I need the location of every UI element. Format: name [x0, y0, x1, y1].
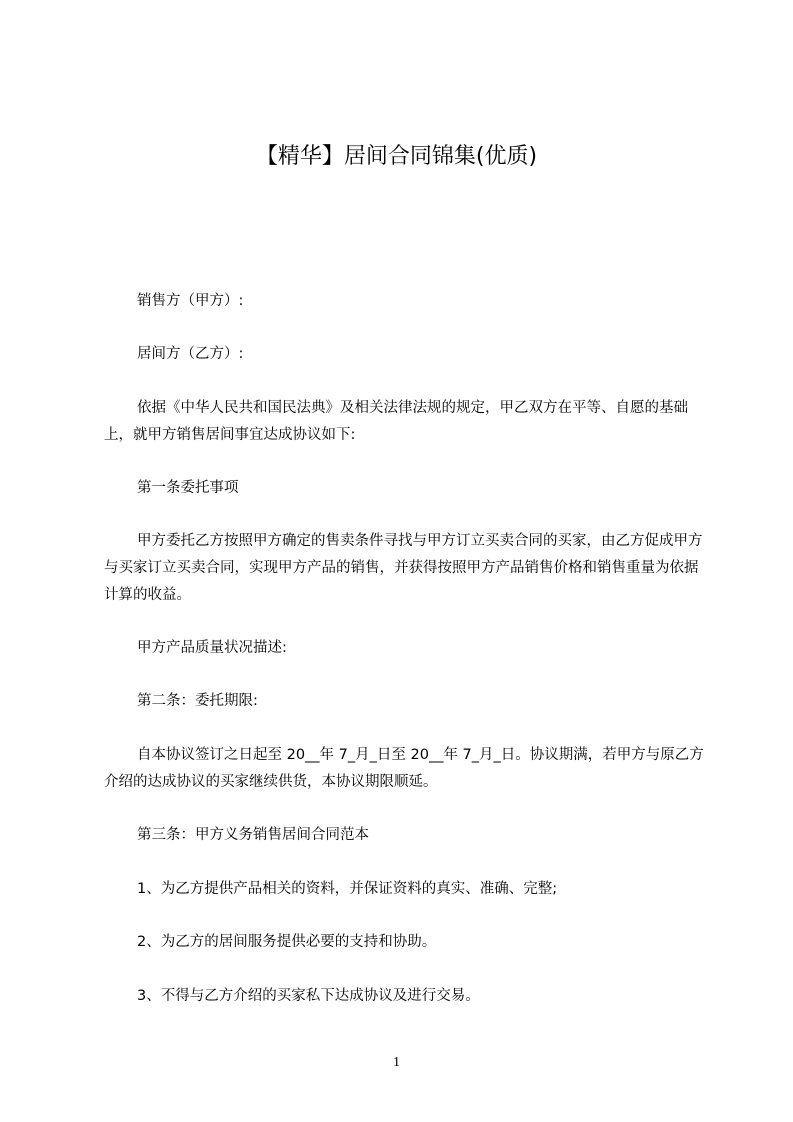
heading-article-3: 第三条：甲方义务销售居间合同范本: [137, 827, 369, 843]
page-number: 1: [393, 1055, 400, 1070]
paragraph-intermediary: 居间方（乙方）:: [137, 346, 244, 362]
paragraph-commission: 甲方委托乙方按照甲方确定的售卖条件寻找与甲方订立买卖合同的买家，由乙方促成甲方与买家订立买卖合同，实现甲方产品的销售，并获得按照甲方产品销售价格和销售重量为依据计算的收益。: [104, 533, 703, 603]
list-item-1: 1、为乙方提供产品相关的资料，并保证资料的真实、准确、完整;: [137, 881, 558, 897]
paragraph-term: 自本协议签订之日起至 20__年 7_月_日至 20__年 7_月_日。协议期满，若甲方与原乙方介绍的达成协议的买家继续供货，本协议期限顺延。: [104, 747, 704, 790]
paragraph-seller: 销售方（甲方）:: [137, 293, 244, 309]
paragraph-quality: 甲方产品质量状况描述:: [137, 640, 287, 656]
heading-article-1: 第一条委托事项: [137, 480, 239, 496]
paragraph-preamble: 依据《中华人民共和国民法典》及相关法律法规的规定，甲乙双方在平等、自愿的基础上，就甲方销售居间事宜达成协议如下:: [104, 400, 688, 443]
list-item-3: 3、不得与乙方介绍的买家私下达成协议及进行交易。: [137, 988, 480, 1004]
list-item-2: 2、为乙方的居间服务提供必要的支持和协助。: [137, 934, 437, 950]
heading-article-2: 第二条：委托期限:: [137, 693, 258, 709]
document-title: 【精华】居间合同锦集(优质): [255, 144, 538, 169]
